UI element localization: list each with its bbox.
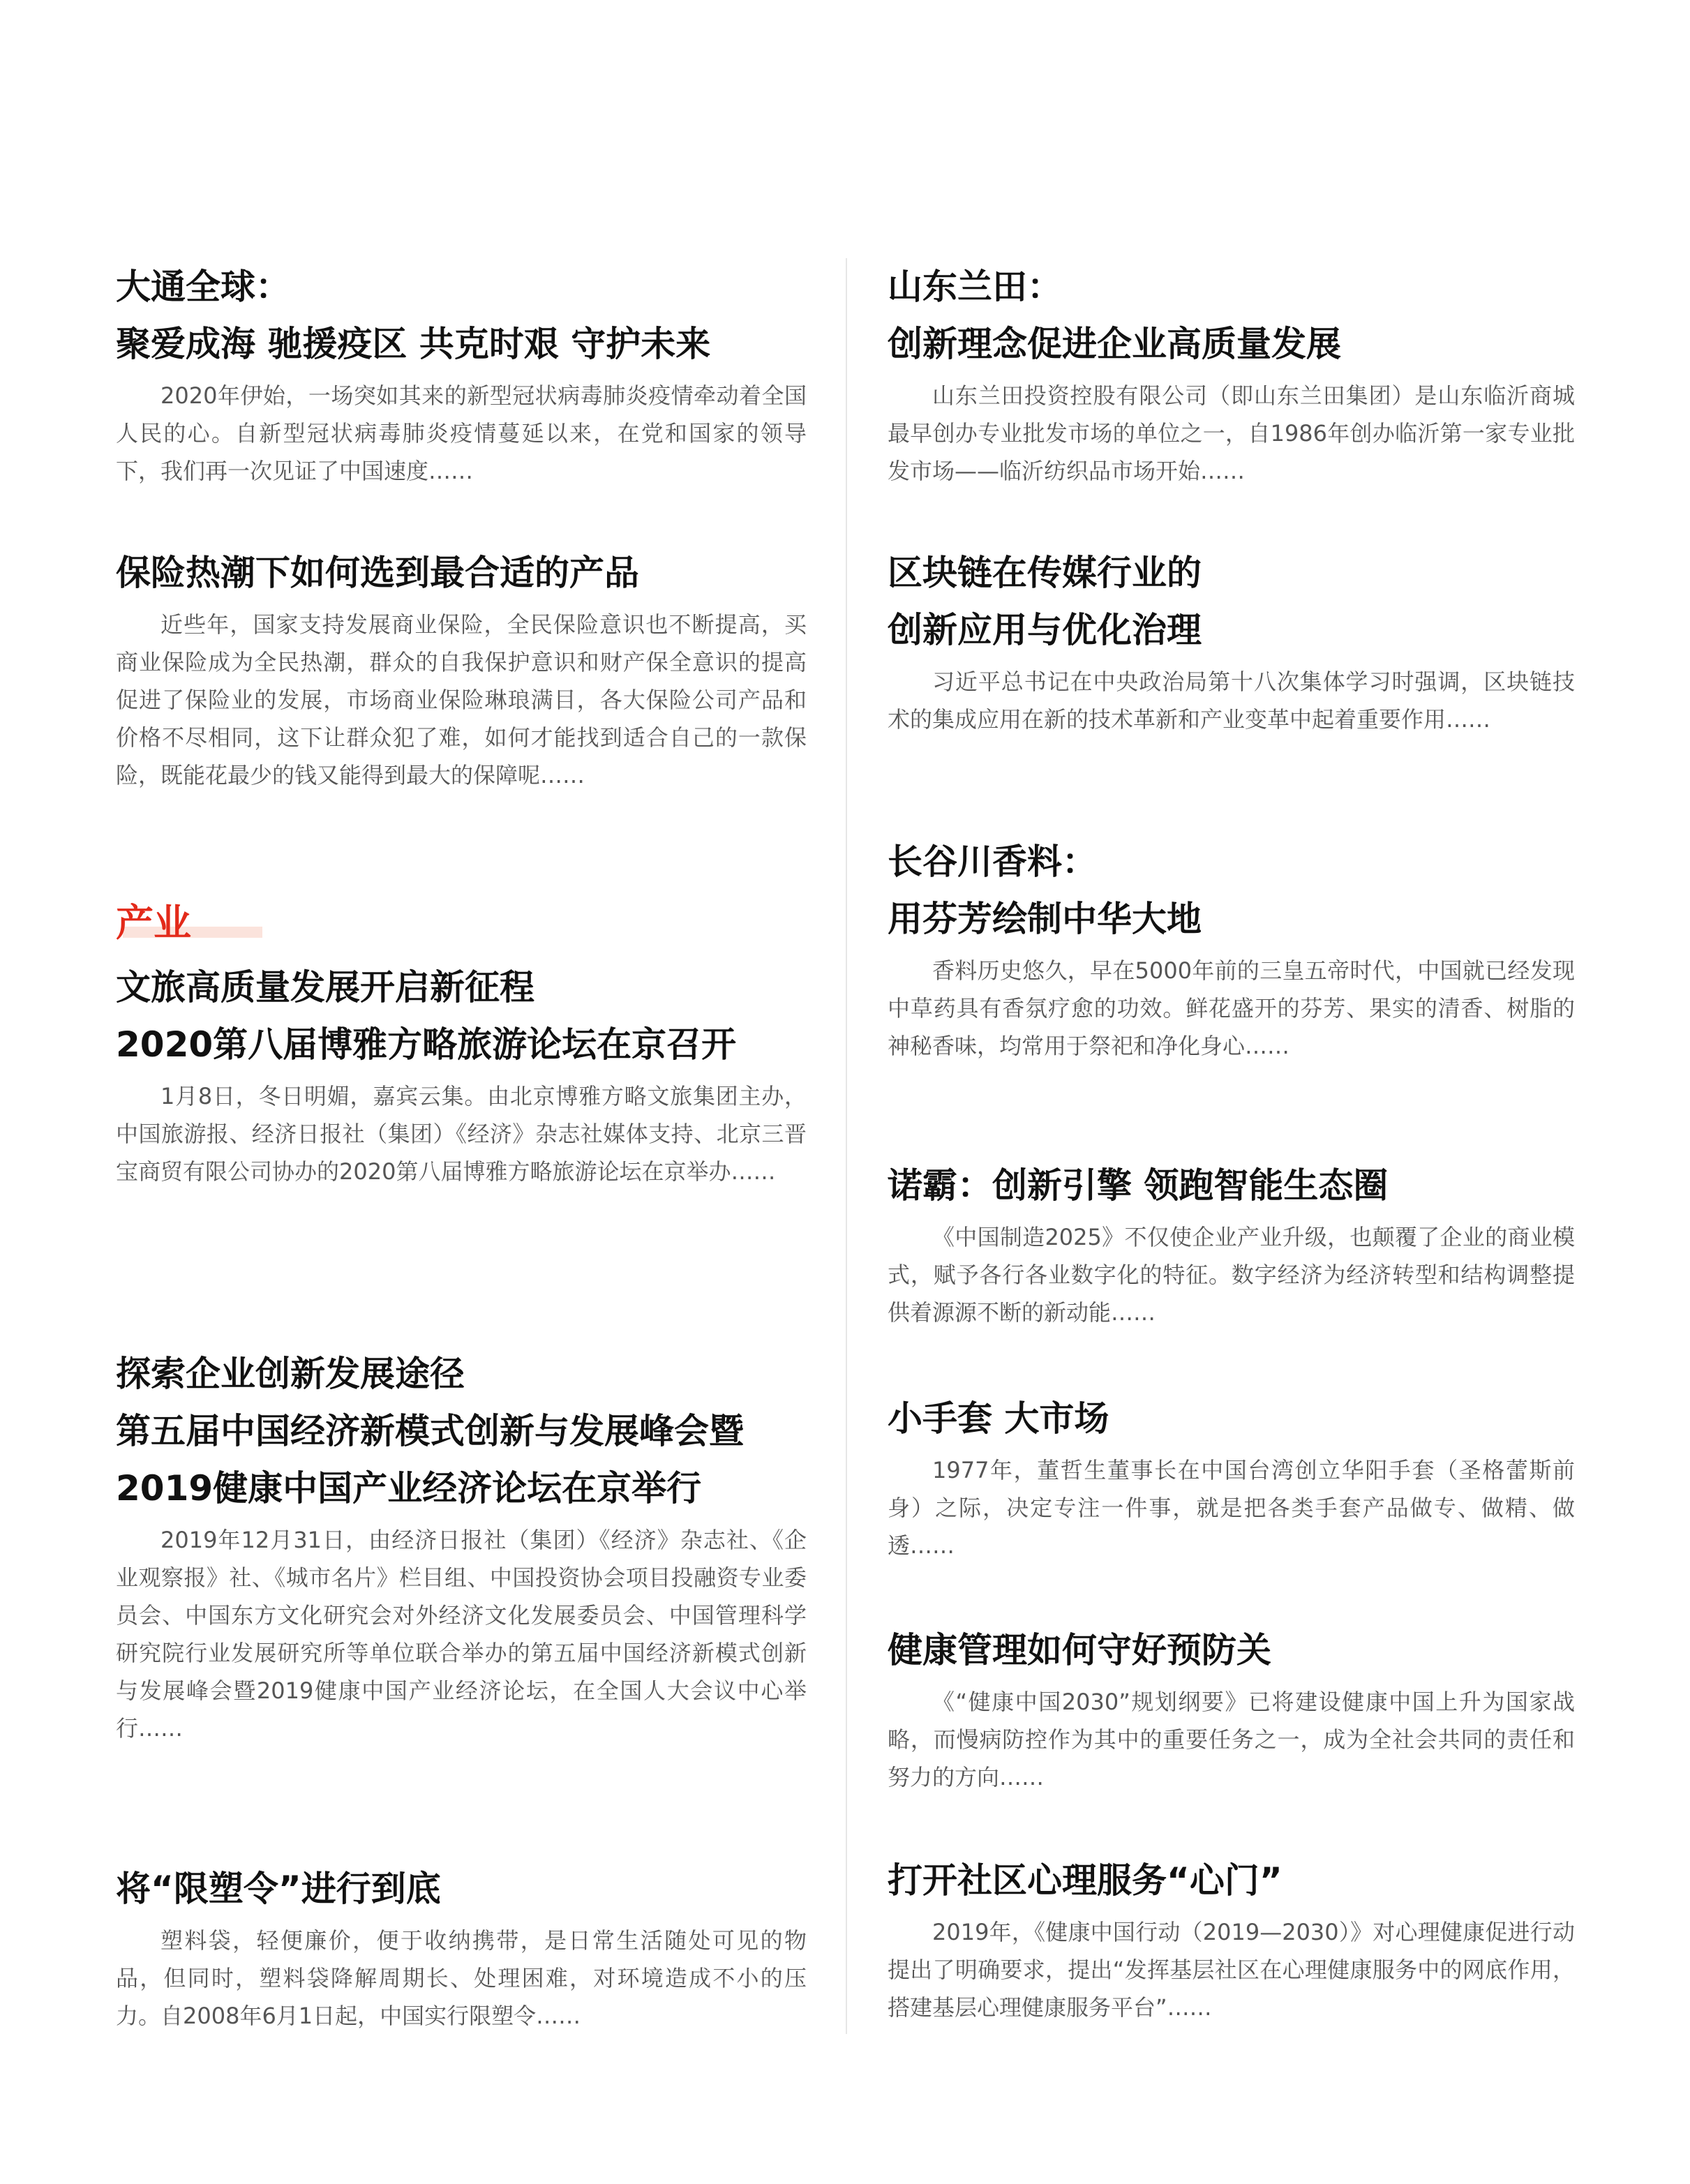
section-label: 产业: [116, 901, 191, 945]
article-title-line[interactable]: 小手套 大市场: [888, 1398, 1109, 1439]
article-summary: 《“健康中国2030”规划纲要》已将建设健康中国上升为国家战略，而慢病防控作为其中的重要任务之一，成为全社会共同的责任和努力的方向……: [888, 1689, 1575, 1790]
article-title-line[interactable]: 2020第八届博雅方略旅游论坛在京召开: [116, 1024, 737, 1065]
article-community-psych[interactable]: [888, 1852, 1575, 2026]
article-economy-summit[interactable]: [116, 1345, 807, 1747]
article-gloves[interactable]: [888, 1390, 1575, 1564]
article-hasegawa[interactable]: [888, 833, 1575, 1065]
article-title-line[interactable]: 文旅高质量发展开启新征程: [116, 967, 534, 1008]
article-summary: 2019年，《健康中国行动（2019—2030）》对心理健康促进行动提出了明确要求，提出“发挥基层社区在心理健康服务中的网底作用，搭建基层心理健康服务平台”……: [888, 1919, 1575, 2021]
article-datong[interactable]: [116, 258, 807, 490]
article-title-line[interactable]: 将“限塑令”进行到底: [116, 1869, 441, 1909]
article-title-line[interactable]: 探索企业创新发展途径: [116, 1354, 465, 1394]
article-summary: 习近平总书记在中央政治局第十八次集体学习时强调，区块链技术的集成应用在新的技术革新和产业变革中起着重要作用……: [888, 668, 1575, 733]
article-summary: 香料历史悠久，早在5000年前的三皇五帝时代，中国就已经发现中草药具有香氛疗愈的功效。鲜花盛开的芬芳、果实的清香、树脂的神秘香味，均常用于祭祀和净化身心……: [888, 957, 1575, 1059]
article-insurance[interactable]: [116, 544, 807, 794]
article-title-line[interactable]: 健康管理如何守好预防关: [888, 1630, 1271, 1670]
article-summary: 2020年伊始，一场突如其来的新型冠状病毒肺炎疫情牵动着全国人民的心。自新型冠状病毒肺炎疫情蔓延以来，在党和国家的领导下，我们再一次见证了中国速度……: [116, 382, 807, 484]
article-title-line[interactable]: 用芬芳绘制中华大地: [888, 899, 1202, 939]
article-lantian[interactable]: [888, 258, 1575, 490]
section-header: [116, 900, 262, 946]
article-health-management[interactable]: [888, 1622, 1575, 1796]
article-title-line[interactable]: 第五届中国经济新模式创新与发展峰会暨2019健康中国产业经济论坛在京举行: [116, 1411, 744, 1509]
article-summary: 2019年12月31日，由经济日报社（集团）《经济》杂志社、《企业观察报》社、《城市名片》栏目组、中国投资协会项目投融资专业委员会、中国东方文化研究会对外经济文化发展委员会、中国管理科学研究院行业发展研究所等单位联合举办的第五届中国经济新模式创新与发展峰会暨2019健康中国产业经济论坛，在全国人大会议中心举行……: [116, 1527, 807, 1742]
article-title-line[interactable]: 创新理念促进企业高质量发展: [888, 324, 1341, 364]
article-summary: 《中国制造2025》不仅使企业产业升级，也颠覆了企业的商业模式，赋予各行各业数字化的特征。数字经济为经济转型和结构调整提供着源源不断的新动能……: [888, 1224, 1575, 1326]
article-blockchain[interactable]: [888, 544, 1575, 738]
article-summary: 塑料袋，轻便廉价，便于收纳携带，是日常生活随处可见的物品，但同时，塑料袋降解周期长、处理困难，对环境造成不小的压力。自2008年6月1日起，中国实行限塑令……: [116, 1927, 807, 2029]
article-nuoba[interactable]: [888, 1157, 1575, 1331]
column-divider: [846, 258, 847, 2034]
article-summary: 山东兰田投资控股有限公司（即山东兰田集团）是山东临沂商城最早创办专业批发市场的单位之一，自1986年创办临沂第一家专业批发市场——临沂纺织品市场开始……: [888, 382, 1575, 484]
article-title-line[interactable]: 聚爱成海 驰援疫区 共克时艰 守护未来: [116, 324, 711, 364]
article-title-line[interactable]: 长谷川香料：: [888, 842, 1097, 882]
article-title-line[interactable]: 山东兰田：: [888, 267, 1062, 307]
article-title-line[interactable]: 打开社区心理服务“心门”: [888, 1860, 1283, 1901]
article-title-line[interactable]: 区块链在传媒行业的: [888, 553, 1202, 593]
article-summary: 1977年，董哲生董事长在中国台湾创立华阳手套（圣格蕾斯前身）之际，决定专注一件事，就是把各类手套产品做专、做精、做透……: [888, 1457, 1575, 1559]
article-summary: 1月8日，冬日明媚，嘉宾云集。由北京博雅方略文旅集团主办，中国旅游报、经济日报社（集团）《经济》杂志社媒体支持、北京三晋宝商贸有限公司协办的2020第八届博雅方略旅游论坛在京举办……: [116, 1083, 807, 1185]
article-title-line[interactable]: 保险热潮下如何选到最合适的产品: [116, 553, 639, 593]
article-summary: 近些年，国家支持发展商业保险，全民保险意识也不断提高，买商业保险成为全民热潮，群众的自我保护意识和财产保全意识的提高促进了保险业的发展，市场商业保险琳琅满目，各大保险公司产品和价格不尽相同，这下让群众犯了难，如何才能找到适合自己的一款保险，既能花最少的钱又能得到最大的保障呢……: [116, 611, 807, 788]
article-title-line[interactable]: 大通全球：: [116, 267, 290, 307]
article-title-line[interactable]: 诺霸：创新引擎 领跑智能生态圈: [888, 1165, 1389, 1206]
article-plastic-ban[interactable]: [116, 1860, 807, 2035]
article-tourism-forum[interactable]: [116, 959, 807, 1190]
article-title-line[interactable]: 创新应用与优化治理: [888, 610, 1202, 650]
